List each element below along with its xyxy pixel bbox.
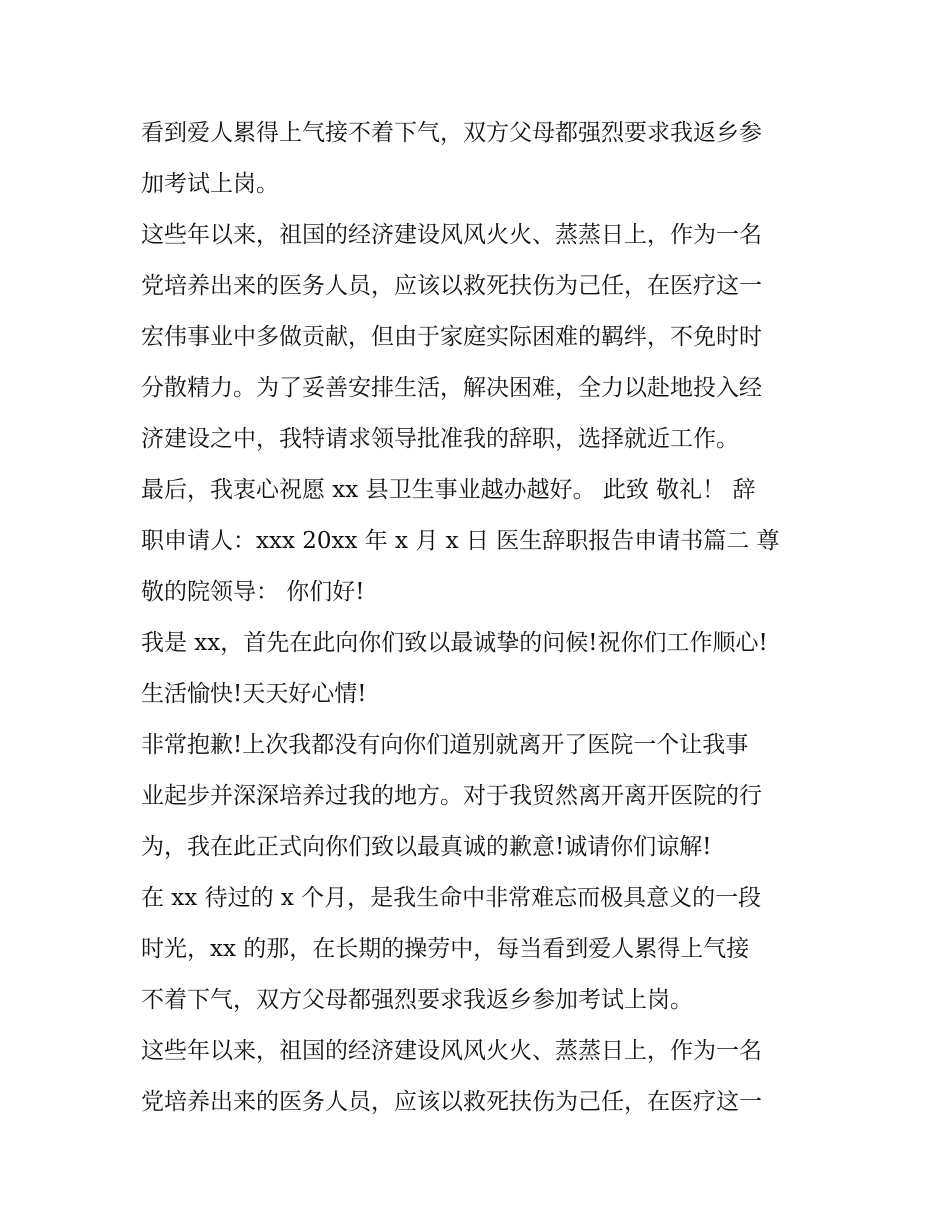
text-line: 济建设之中，我特请求领导批准我的辞职，选择就近工作。 [141,426,739,452]
text-line: 看到爱人累得上气接不着下气，双方父母都强烈要求我返乡参 [141,120,762,146]
text-line: 这些年以来，祖国的经济建设风风火火、蒸蒸日上，作为一名 [141,222,762,248]
text-line: 业起步并深深培养过我的地方。对于我贸然离开离开医院的行 [141,783,762,809]
text-line: 生活愉快!天天好心情! [141,681,367,707]
text-line: 职申请人：xxx 20xx 年 x 月 x 日 医生辞职报告申请书篇二 尊 [141,528,780,554]
text-line: 不着下气，双方父母都强烈要求我返乡参加考试上岗。 [141,987,693,1013]
text-line: 分散精力。为了妥善安排生活，解决困难，全力以赴地投入经 [141,375,762,401]
text-line: 党培养出来的医务人员，应该以救死扶伤为己任，在医疗这一 [141,1089,762,1115]
text-line: 这些年以来，祖国的经济建设风风火火、蒸蒸日上，作为一名 [141,1038,762,1064]
text-line: 时光，xx 的那，在长期的操劳中，每当看到爱人累得上气接 [141,936,750,962]
text-line: 党培养出来的医务人员，应该以救死扶伤为己任，在医疗这一 [141,273,762,299]
text-line: 非常抱歉!上次我都没有向你们道别就离开了医院一个让我事 [141,732,749,758]
text-line: 加考试上岗。 [141,171,279,197]
document-body [141,108,821,1128]
text-line: 为，我在此正式向你们致以最真诚的歉意!诚请你们谅解! [141,834,712,860]
text-line: 在 xx 待过的 x 个月，是我生命中非常难忘而极具意义的一段 [141,885,762,911]
text-line: 敬的院领导： 你们好! [141,579,365,605]
text-line: 宏伟事业中多做贡献，但由于家庭实际困难的羁绊，不免时时 [141,324,762,350]
text-line: 最后，我衷心祝愿 xx 县卫生事业越办越好。 此致 敬礼！ 辞 [141,477,756,503]
text-line: 我是 xx，首先在此向你们致以最诚挚的问候!祝你们工作顺心! [141,630,768,656]
